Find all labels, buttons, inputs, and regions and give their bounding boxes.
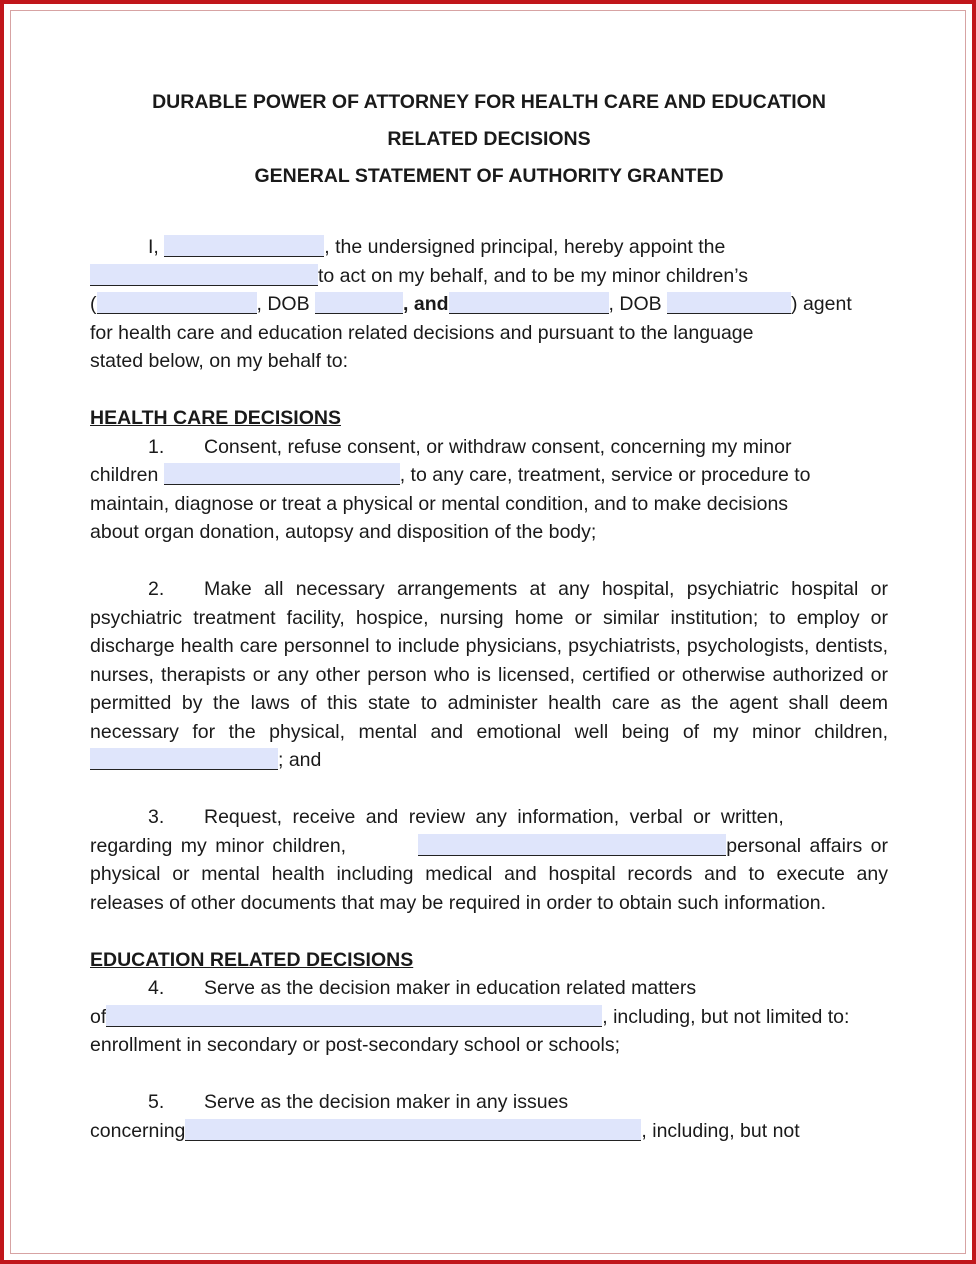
item2-text-a: Make all necessary arrangements at any hospital, psychiatric hospital or psychiatric treatment facility, hospice, nursing home or similar institution; to employ or discharge health care personnel to include physicians, psychiatrists, psychologists, dentists, nurses, therapists or any other person who is licensed, certified or otherwise authorized or permitted by the laws of this state to administer health care as the agent shall deem necessary for the physical, mental and emotional well being of my minor children, bbox=[90, 578, 888, 743]
child2-dob-field[interactable] bbox=[667, 292, 791, 314]
item1-line-3: maintain, diagnose or treat a physical or mental condition, and to make decisions bbox=[90, 492, 789, 515]
item4-text-b: of bbox=[90, 1005, 107, 1028]
item5-children-field[interactable] bbox=[185, 1119, 641, 1141]
intro-line-4: for health care and education related decisions and pursuant to the language bbox=[90, 321, 754, 344]
item4-line-3: enrollment in secondary or post-secondary school or schools; bbox=[90, 1034, 621, 1056]
document-title-line2: RELATED DECISIONS bbox=[387, 128, 591, 150]
education-heading: EDUCATION RELATED DECISIONS bbox=[90, 948, 414, 971]
item3-line-1 bbox=[90, 803, 888, 832]
item3-text-c: personal affairs or bbox=[726, 834, 888, 857]
intro-line-2 bbox=[90, 262, 888, 291]
document-page bbox=[90, 84, 888, 1145]
agent-name-field[interactable] bbox=[90, 264, 318, 286]
item2-paragraph bbox=[90, 575, 888, 775]
item5-line-2 bbox=[90, 1117, 888, 1146]
document-subtitle: GENERAL STATEMENT OF AUTHORITY GRANTED bbox=[254, 165, 724, 187]
item4-line-1 bbox=[90, 974, 888, 1003]
item3-line-2 bbox=[90, 832, 888, 861]
item5-number: 5. bbox=[148, 1091, 165, 1113]
intro-i: I, bbox=[148, 236, 159, 258]
item3-text-b: regarding my minor children, bbox=[90, 834, 347, 857]
health-care-heading: HEALTH CARE DECISIONS bbox=[90, 407, 341, 429]
document-title: DURABLE POWER OF ATTORNEY FOR HEALTH CARE AND EDUCATION bbox=[152, 91, 826, 113]
item1-text-c: , to any care, treatment, service or procedure to bbox=[399, 464, 811, 486]
item2-number: 2. bbox=[148, 578, 165, 600]
item1-line-2 bbox=[90, 461, 888, 490]
item3-text-a: Request, receive and review any information, verbal or written, bbox=[204, 806, 784, 828]
item1-number: 1. bbox=[148, 435, 165, 458]
and-text: , and bbox=[403, 293, 449, 315]
item1-text-a: Consent, refuse consent, or withdraw consent, concerning my minor bbox=[204, 435, 792, 458]
child1-dob-field[interactable] bbox=[315, 292, 403, 314]
item1-children-field[interactable] bbox=[164, 463, 400, 485]
item1-line-1 bbox=[90, 433, 888, 462]
dob-label-1: , DOB bbox=[256, 293, 310, 315]
intro-line-1 bbox=[90, 233, 888, 262]
item4-number: 4. bbox=[148, 977, 165, 999]
item3-children-field[interactable] bbox=[418, 834, 726, 856]
item5-line-1 bbox=[90, 1088, 888, 1117]
intro-text-2: to act on my behalf, and to be my minor children’s bbox=[318, 264, 748, 287]
intro-text-3: ) agent bbox=[791, 293, 852, 315]
item3-line-3: physical or mental health including medical and hospital records and to execute any releases of other documents that may be required in order to obtain such information. bbox=[90, 863, 888, 914]
item5-text-c: , including, but not bbox=[641, 1119, 800, 1142]
item4-text-c: , including, but not limited to: bbox=[602, 1005, 850, 1028]
item4-children-field[interactable] bbox=[106, 1005, 602, 1027]
item1-text-b: children bbox=[90, 464, 159, 486]
item4-line-2 bbox=[90, 1003, 888, 1032]
intro-line-3 bbox=[90, 290, 888, 319]
child1-name-field[interactable] bbox=[97, 292, 257, 314]
intro-text-1: , the undersigned principal, hereby appoint the bbox=[324, 236, 726, 258]
dob-label-2: , DOB bbox=[608, 293, 662, 315]
item5-text-b: concerning bbox=[90, 1119, 186, 1142]
item2-children-field[interactable] bbox=[90, 748, 278, 770]
item1-line-4: about organ donation, autopsy and disposition of the body; bbox=[90, 521, 597, 543]
item3-number: 3. bbox=[148, 806, 165, 828]
item4-text-a: Serve as the decision maker in education related matters bbox=[204, 977, 697, 999]
item2-text-b: ; and bbox=[278, 749, 322, 771]
intro-line-5: stated below, on my behalf to: bbox=[90, 350, 348, 372]
principal-name-field[interactable] bbox=[164, 235, 324, 257]
open-paren: ( bbox=[90, 293, 97, 315]
child2-name-field[interactable] bbox=[449, 292, 609, 314]
item5-text-a: Serve as the decision maker in any issues bbox=[204, 1091, 569, 1113]
